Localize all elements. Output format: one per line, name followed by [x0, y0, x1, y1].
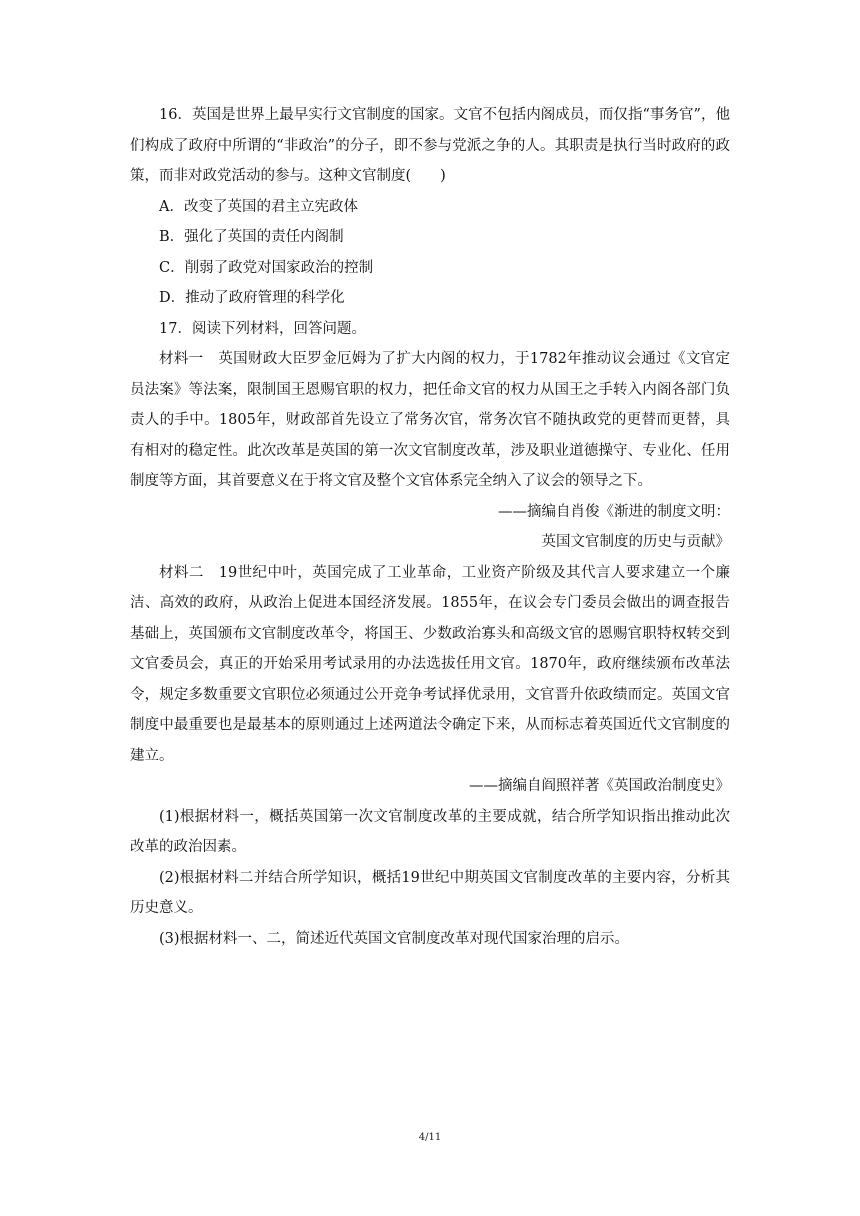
material-one-source-line-1: ——摘编自肖俊《渐进的制度文明： — [498, 503, 730, 520]
question-17-stem: 17．阅读下列材料，回答问题。 — [159, 320, 366, 337]
sub-question-3: (3)根据材料一、二，简述近代英国文官制度改革对现代国家治理的启示。 — [159, 930, 630, 947]
sub-question-1: (1)根据材料一，概括英国第一次文官制度改革的主要成就，结合所学知识指出推动此次改革的政治因素。 — [130, 808, 730, 855]
material-one-source-line-2: 英国文官制度的历史与贡献》 — [541, 534, 730, 550]
question-16-option-a: A．改变了英国的君主立宪政体 — [159, 198, 358, 215]
question-16-stem: 16．英国是世界上最早实行文官制度的国家。文官不包括内阁成员，而仅指“事务官”，他们构成了政府中所谓的“非政治”的分子，即不参与党派之争的人。其职责是执行当时政府的政策，而非对政党活动的参与。这种文官制度( ) — [130, 107, 730, 184]
page-number: 4/11 — [418, 1132, 442, 1143]
sub-question-2: (2)根据材料二并结合所学知识，概括19世纪中期英国文官制度改革的主要内容，分析其历史意义。 — [130, 869, 730, 916]
document-body — [130, 100, 730, 954]
question-16-option-c: C．削弱了政党对国家政治的控制 — [159, 259, 374, 276]
material-one-source — [130, 497, 730, 558]
material-two-source: ——摘编自阎照祥著《英国政治制度史》 — [469, 778, 730, 794]
question-16-option-b: B．强化了英国的责任内阁制 — [159, 229, 344, 245]
question-16-option-d: D．推动了政府管理的科学化 — [159, 290, 345, 306]
material-two: 材料二 19世纪中叶，英国完成了工业革命，工业资产阶级及其代言人要求建立一个廉洁、高效的政府，从政治上促进本国经济发展。1855年，在议会专门委员会做出的调查报告基础上，英国颁布文官制度改革令，将国王、少数政治寡头和高级文官的恩赐官职特权转交到文官委员会，真正的开始采用考试录用的办法选拔任用文官。1870年，政府继续颁布改革法令，规定多数重要文官职位必须通过公开竞争考试择优录用，文官晋升依政绩而定。英国文官制度中最重要也是最基本的原则通过上述两道法令确定下来，从而标志着英国近代文官制度的建立。 — [130, 564, 730, 764]
material-one: 材料一 英国财政大臣罗金厄姆为了扩大内阁的权力，于1782年推动议会通过《文官定员法案》等法案，限制国王恩赐官职的权力，把任命文官的权力从国王之手转入内阁各部门负责人的手中。1805年，财政部首先设立了常务次官，常务次官不随执政党的更替而更替，具有相对的稳定性。此次改革是英国的第一次文官制度改革，涉及职业道德操守、专业化、任用制度等方面，其首要意义在于将文官及整个文官体系完全纳入了议会的领导之下。 — [130, 351, 730, 489]
